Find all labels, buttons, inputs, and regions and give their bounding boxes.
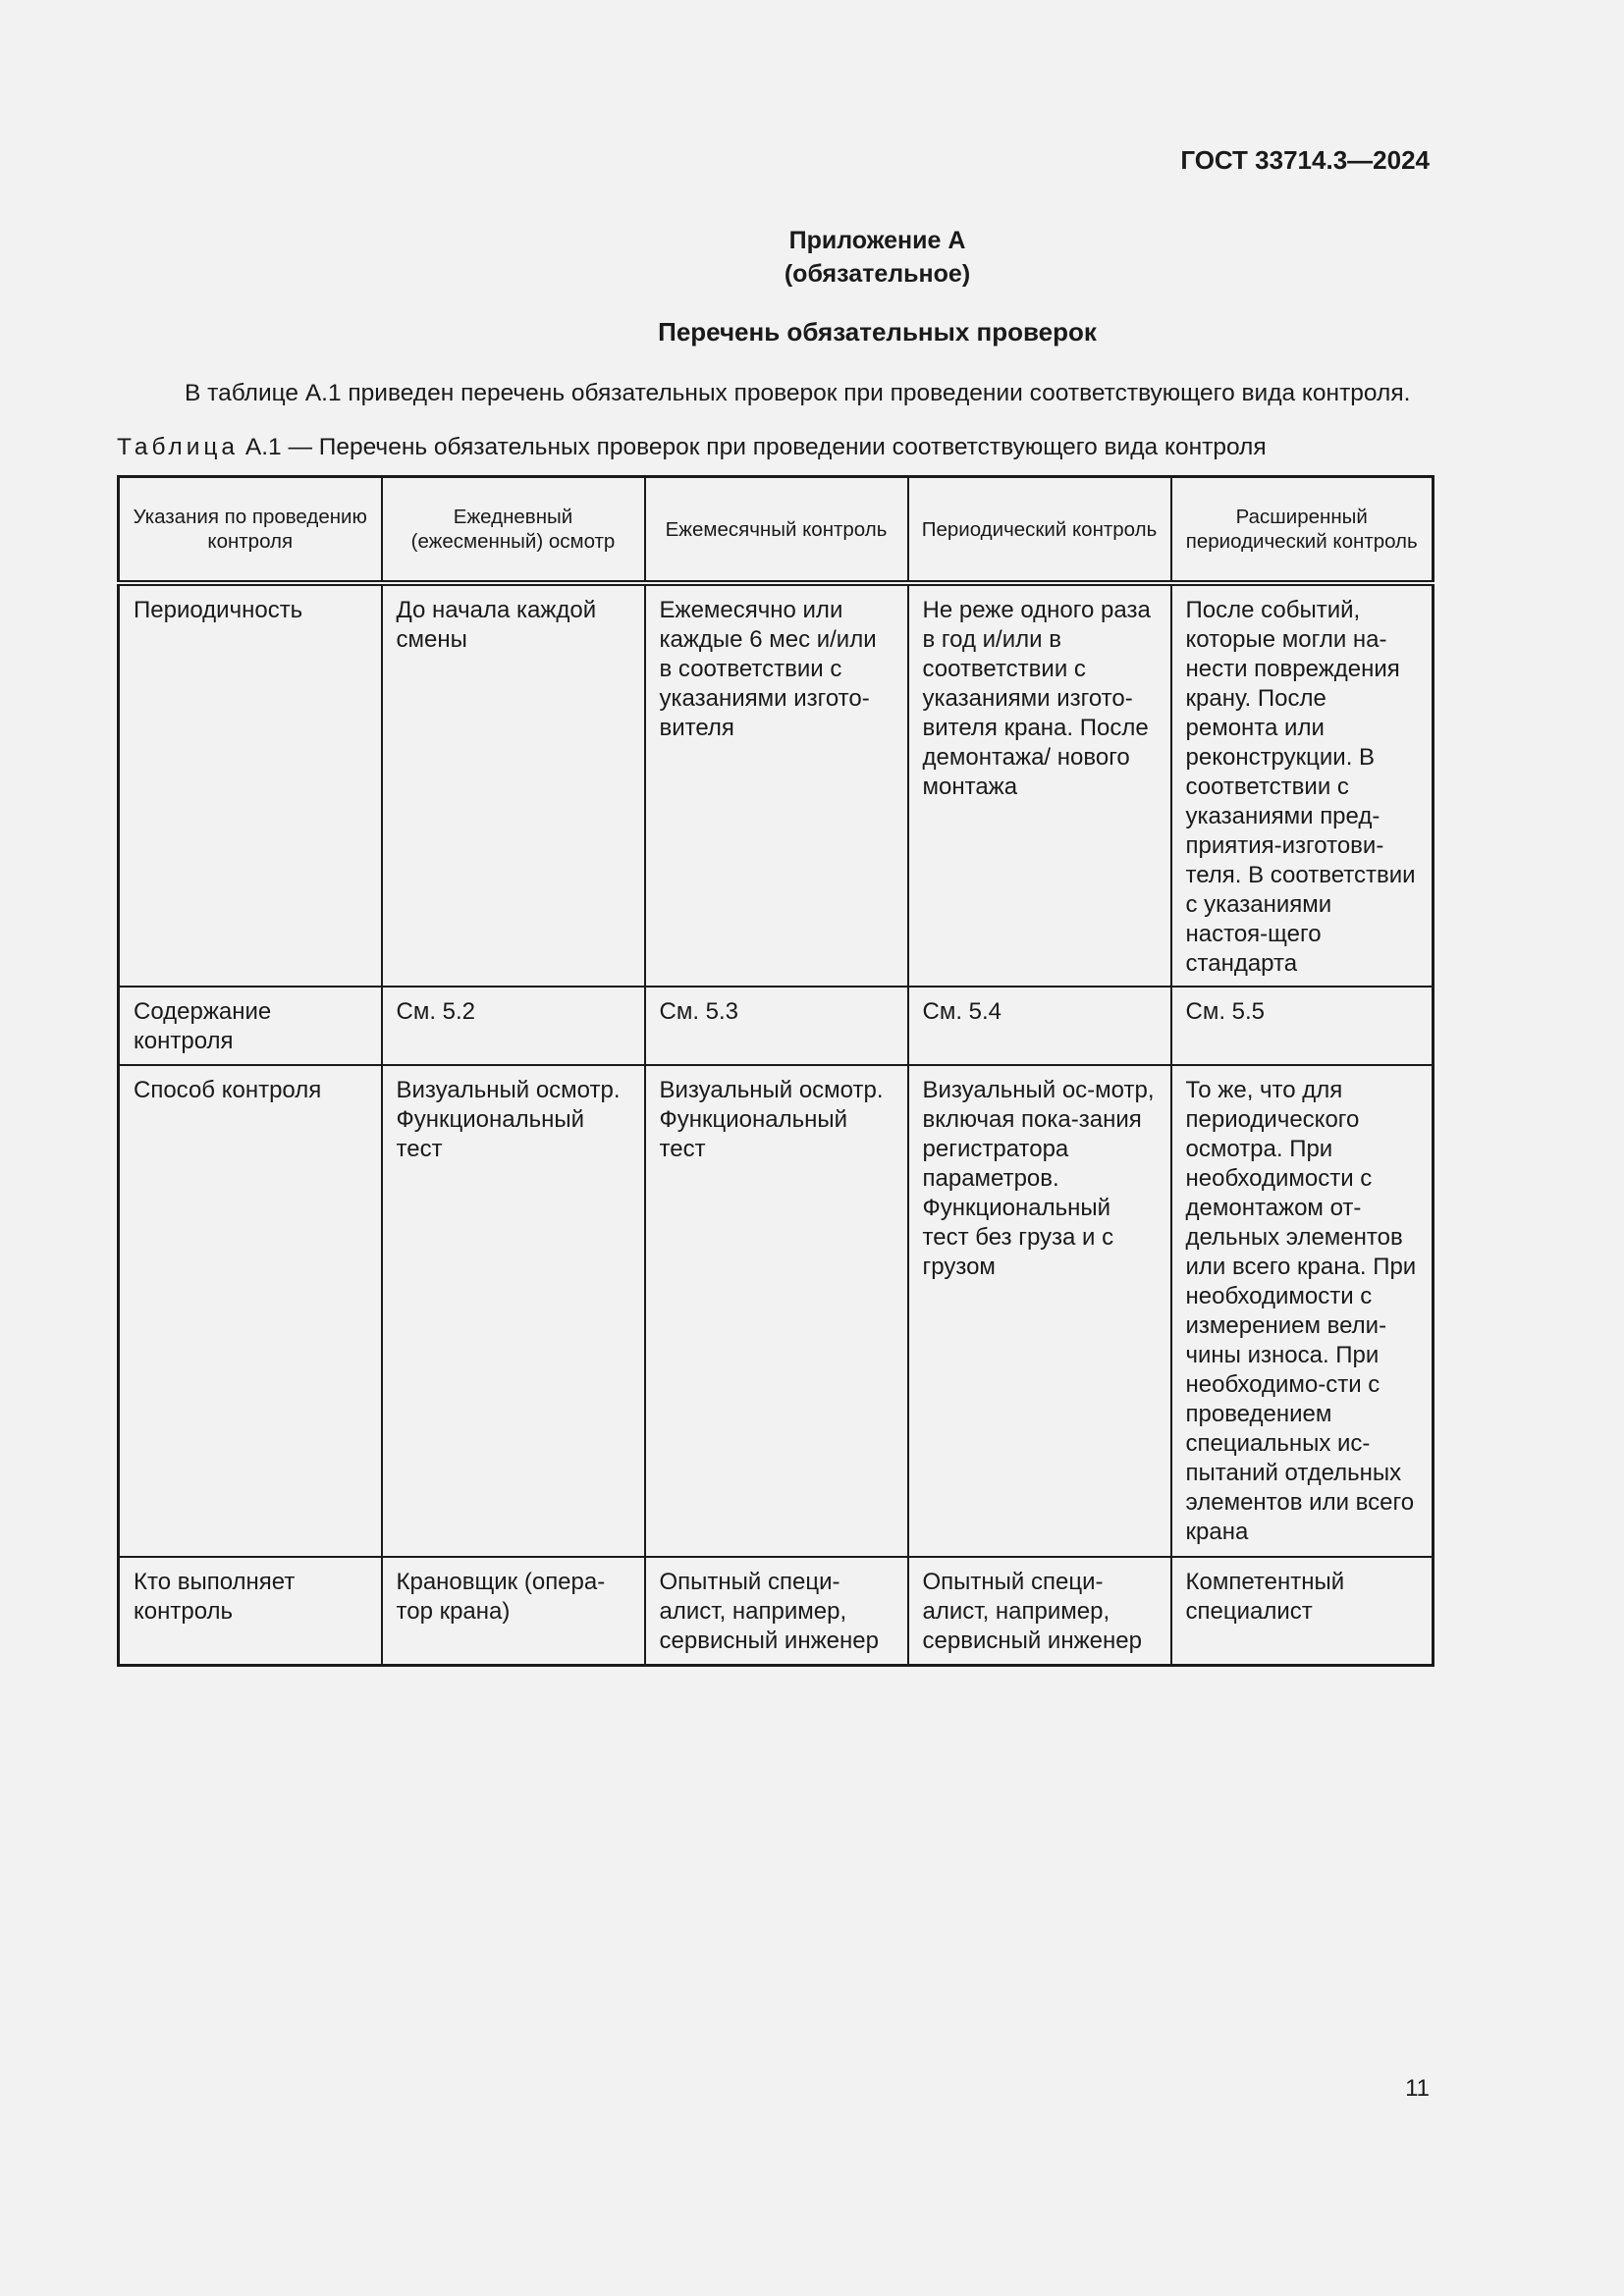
column-header: Периодический контроль [908,477,1171,584]
table-cell: Визуальный осмотр. Функциональный тест [382,1065,645,1557]
appendix-title-block [0,224,1624,291]
column-header: Указания по проведению контроля [119,477,382,584]
table-cell: То же, что для периодического осмотра. При необходимости с демонтажом от-дельных элементов или всего крана. При необходимости с измерением вели-чины износа. При необходимо-сти с проведением специальных ис-пытаний отдельных элементов или всего крана [1171,1065,1434,1557]
table-cell: Периодичность [119,583,382,987]
table-cell: Опытный специ-алист, например, сервисный инженер [908,1557,1171,1665]
table-cell: Не реже одного раза в год и/или в соответствии с указаниями изгото-вителя крана. После демонтажа/ нового монтажа [908,583,1171,987]
table-cell: Визуальный ос-мотр, включая пока-зания регистратора параметров. Функциональный тест без груза и с грузом [908,1065,1171,1557]
intro-paragraph: В таблице А.1 приведен перечень обязательных проверок при проведении соответствующего вида контроля. [185,380,1411,406]
column-header: Ежедневный (ежесменный) осмотр [382,477,645,584]
checks-table [117,475,1435,1667]
table-cell: Компетентный специалист [1171,1557,1434,1665]
table-caption-label: Таблица [117,434,240,460]
section-heading-text: Перечень обязательных проверок [658,317,1097,347]
table-row-periodicity [119,583,1434,987]
appendix-status: (обязательное) [784,260,971,288]
table-cell: Визуальный осмотр. Функциональный тест [645,1065,908,1557]
table-cell: См. 5.4 [908,987,1171,1065]
table-cell: Содержание контроля [119,987,382,1065]
table-caption [117,434,1267,461]
table-cell: Крановщик (опера-тор крана) [382,1557,645,1665]
table-caption-text: А.1 — Перечень обязательных проверок при проведении соответствующего вида контроля [239,434,1267,460]
table-row-content [119,987,1434,1065]
table-header-row [119,477,1434,584]
table-cell: Способ контроля [119,1065,382,1557]
table-cell: После событий, которые могли на-нести повреждения крану. После ремонта или реконструкции. В соответствии с указаниями пред-приятия-изготови-теля. В соответствии с указаниями настоя-щего стандарта [1171,583,1434,987]
table-row-method [119,1065,1434,1557]
standard-id: ГОСТ 33714.3—2024 [1180,145,1430,175]
column-header: Ежемесячный контроль [645,477,908,584]
table-cell: См. 5.2 [382,987,645,1065]
column-header: Расширенный периодический контроль [1171,477,1434,584]
appendix-title: Приложение А [788,227,966,254]
section-heading [0,317,1624,347]
table-cell: Ежемесячно или каждые 6 мес и/или в соответствии с указаниями изгото-вителя [645,583,908,987]
table-cell: См. 5.5 [1171,987,1434,1065]
table-row-performer [119,1557,1434,1665]
page-number: 11 [1405,2075,1430,2102]
table-cell: Кто выполняет контроль [119,1557,382,1665]
table-cell: Опытный специ-алист, например, сервисный инженер [645,1557,908,1665]
table-cell: До начала каждой смены [382,583,645,987]
table-cell: См. 5.3 [645,987,908,1065]
